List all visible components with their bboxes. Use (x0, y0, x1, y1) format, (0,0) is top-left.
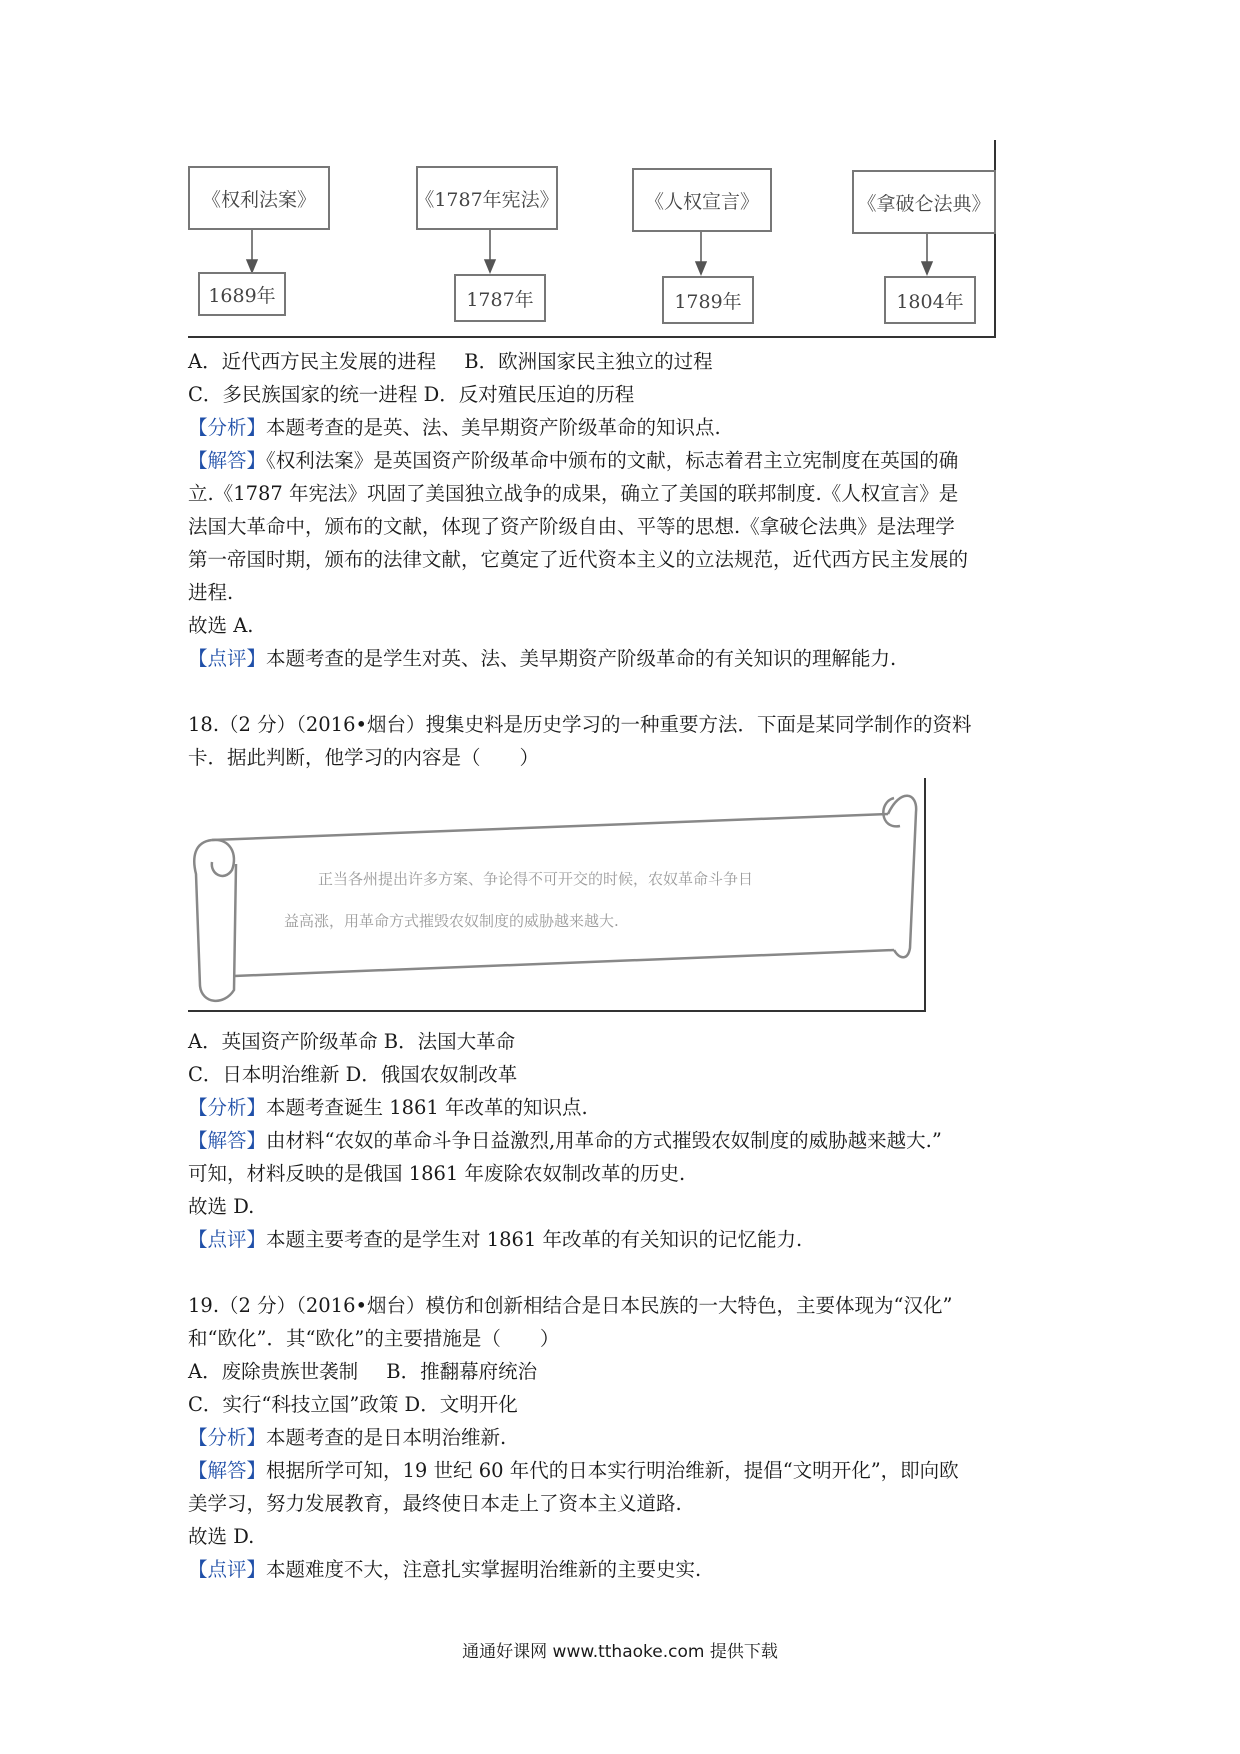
analysis-tag: 【分析】 (188, 1426, 267, 1449)
comment-tag: 【点评】 (188, 647, 267, 670)
q19-stem-line1: 19.（2 分）（2016•烟台）模仿和创新相结合是日本民族的一大特色，主要体现为“汉化” (188, 1294, 953, 1317)
q19-answer-line2: 美学习，努力发展教育，最终使日本走上了资本主义道路. (188, 1492, 682, 1515)
year-box-1689: 1689年 (198, 272, 286, 316)
q18-analysis-text: 本题考查诞生 1861 年改革的知识点. (266, 1096, 588, 1119)
comment-tag: 【点评】 (188, 1558, 267, 1581)
q17-comment-text: 本题考查的是学生对英、法、美早期资产阶级革命的有关知识的理解能力. (266, 647, 897, 670)
scroll-text-line2: 益高涨，用革命方式摧毁农奴制度的威胁越来越大. (284, 912, 619, 930)
year-box-1787: 1787年 (454, 274, 546, 322)
q17-comment (188, 647, 896, 671)
analysis-tag: 【分析】 (188, 1096, 267, 1119)
figure-scroll-card (188, 778, 926, 1012)
q18-analysis (188, 1096, 588, 1120)
q19-comment (188, 1558, 701, 1582)
page-footer: 通通好课网 www.tthaoke.com 提供下载 (462, 1642, 778, 1662)
q17-answer-line1 (188, 449, 958, 473)
analysis-tag: 【分析】 (188, 416, 267, 439)
scroll-outline (188, 778, 924, 1010)
answer-tag: 【解答】 (188, 1129, 267, 1152)
q18-stem-line1: 18.（2 分）（2016•烟台）搜集史料是历史学习的一种重要方法．下面是某同学制作的资料 (188, 713, 972, 736)
q18-options-line1: A．英国资产阶级革命 B．法国大革命 (188, 1030, 516, 1053)
comment-tag: 【点评】 (188, 1228, 267, 1251)
q17-answer-text: 《权利法案》是英国资产阶级革命中颁布的文献，标志着君主立宪制度在英国的确 (266, 449, 959, 472)
q19-options-line1 (188, 1360, 537, 1384)
q18-answer-line1 (188, 1129, 942, 1153)
answer-tag: 【解答】 (188, 449, 267, 472)
q18-comment (188, 1228, 802, 1252)
q19-answer-text: 根据所学可知，19 世纪 60 年代的日本实行明治维新，提倡“文明开化”，即向欧 (266, 1459, 959, 1482)
q19-choice: 故选 D. (188, 1525, 255, 1548)
q17-answer-line2: 立.《1787 年宪法》巩固了美国独立战争的成果，确立了美国的联邦制度.《人权宣言》是 (188, 482, 959, 505)
answer-tag: 【解答】 (188, 1459, 267, 1482)
q17-options-line1 (188, 350, 713, 374)
q17-analysis (188, 416, 721, 440)
q17-option-b: B．欧洲国家民主独立的过程 (464, 350, 713, 373)
year-box-1804: 1804年 (884, 276, 976, 324)
q18-choice: 故选 D. (188, 1195, 255, 1218)
q17-analysis-text: 本题考查的是英、法、美早期资产阶级革命的知识点. (266, 416, 721, 439)
year-box-1789: 1789年 (662, 276, 754, 324)
q19-options-line2: C．实行“科技立国”政策 D．文明开化 (188, 1393, 518, 1416)
law-box-constitution-1787: 《1787年宪法》 (416, 166, 558, 230)
q17-choice: 故选 A. (188, 614, 254, 637)
figure-laws-timeline (188, 140, 996, 338)
q18-comment-text: 本题主要考查的是学生对 1861 年改革的有关知识的记忆能力. (266, 1228, 803, 1251)
q17-answer-line4: 第一帝国时期，颁布的法律文献，它奠定了近代资本主义的立法规范，近代西方民主发展的 (188, 548, 969, 571)
scroll-text-line1: 正当各州提出许多方案、争论得不可开交的时候，农奴革命斗争日 (318, 870, 754, 888)
q19-answer-line1 (188, 1459, 959, 1483)
q18-stem-line2: 卡．据此判断，他学习的内容是（ ） (188, 746, 540, 769)
law-box-napoleonic-code: 《拿破仑法典》 (852, 170, 996, 234)
q19-comment-text: 本题难度不大，注意扎实掌握明治维新的主要史实. (266, 1558, 702, 1581)
q18-answer-text: 由材料“农奴的革命斗争日益激烈,用革命的方式摧毁农奴制度的威胁越来越大.” (266, 1129, 942, 1152)
q19-analysis-text: 本题考查的是日本明治维新. (266, 1426, 507, 1449)
q18-options-line2: C．日本明治维新 D．俄国农奴制改革 (188, 1063, 518, 1086)
q17-answer-line3: 法国大革命中，颁布的文献，体现了资产阶级自由、平等的思想.《拿破仑法典》是法理学 (188, 515, 955, 538)
q17-option-a: A．近代西方民主发展的进程 (188, 350, 437, 373)
q19-analysis (188, 1426, 506, 1450)
q17-options-line2: C．多民族国家的统一进程 D．反对殖民压迫的历程 (188, 383, 635, 406)
q19-option-a: A．废除贵族世袭制 (188, 1360, 359, 1383)
q17-answer-line5: 进程. (188, 581, 234, 604)
q18-answer-line2: 可知，材料反映的是俄国 1861 年废除农奴制改革的历史. (188, 1162, 686, 1185)
q19-option-b: B．推翻幕府统治 (386, 1360, 538, 1383)
law-box-bill-of-rights: 《权利法案》 (188, 166, 330, 230)
law-box-declaration-rights: 《人权宣言》 (632, 168, 772, 232)
q19-stem-line2: 和“欧化”．其“欧化”的主要措施是（ ） (188, 1327, 560, 1350)
